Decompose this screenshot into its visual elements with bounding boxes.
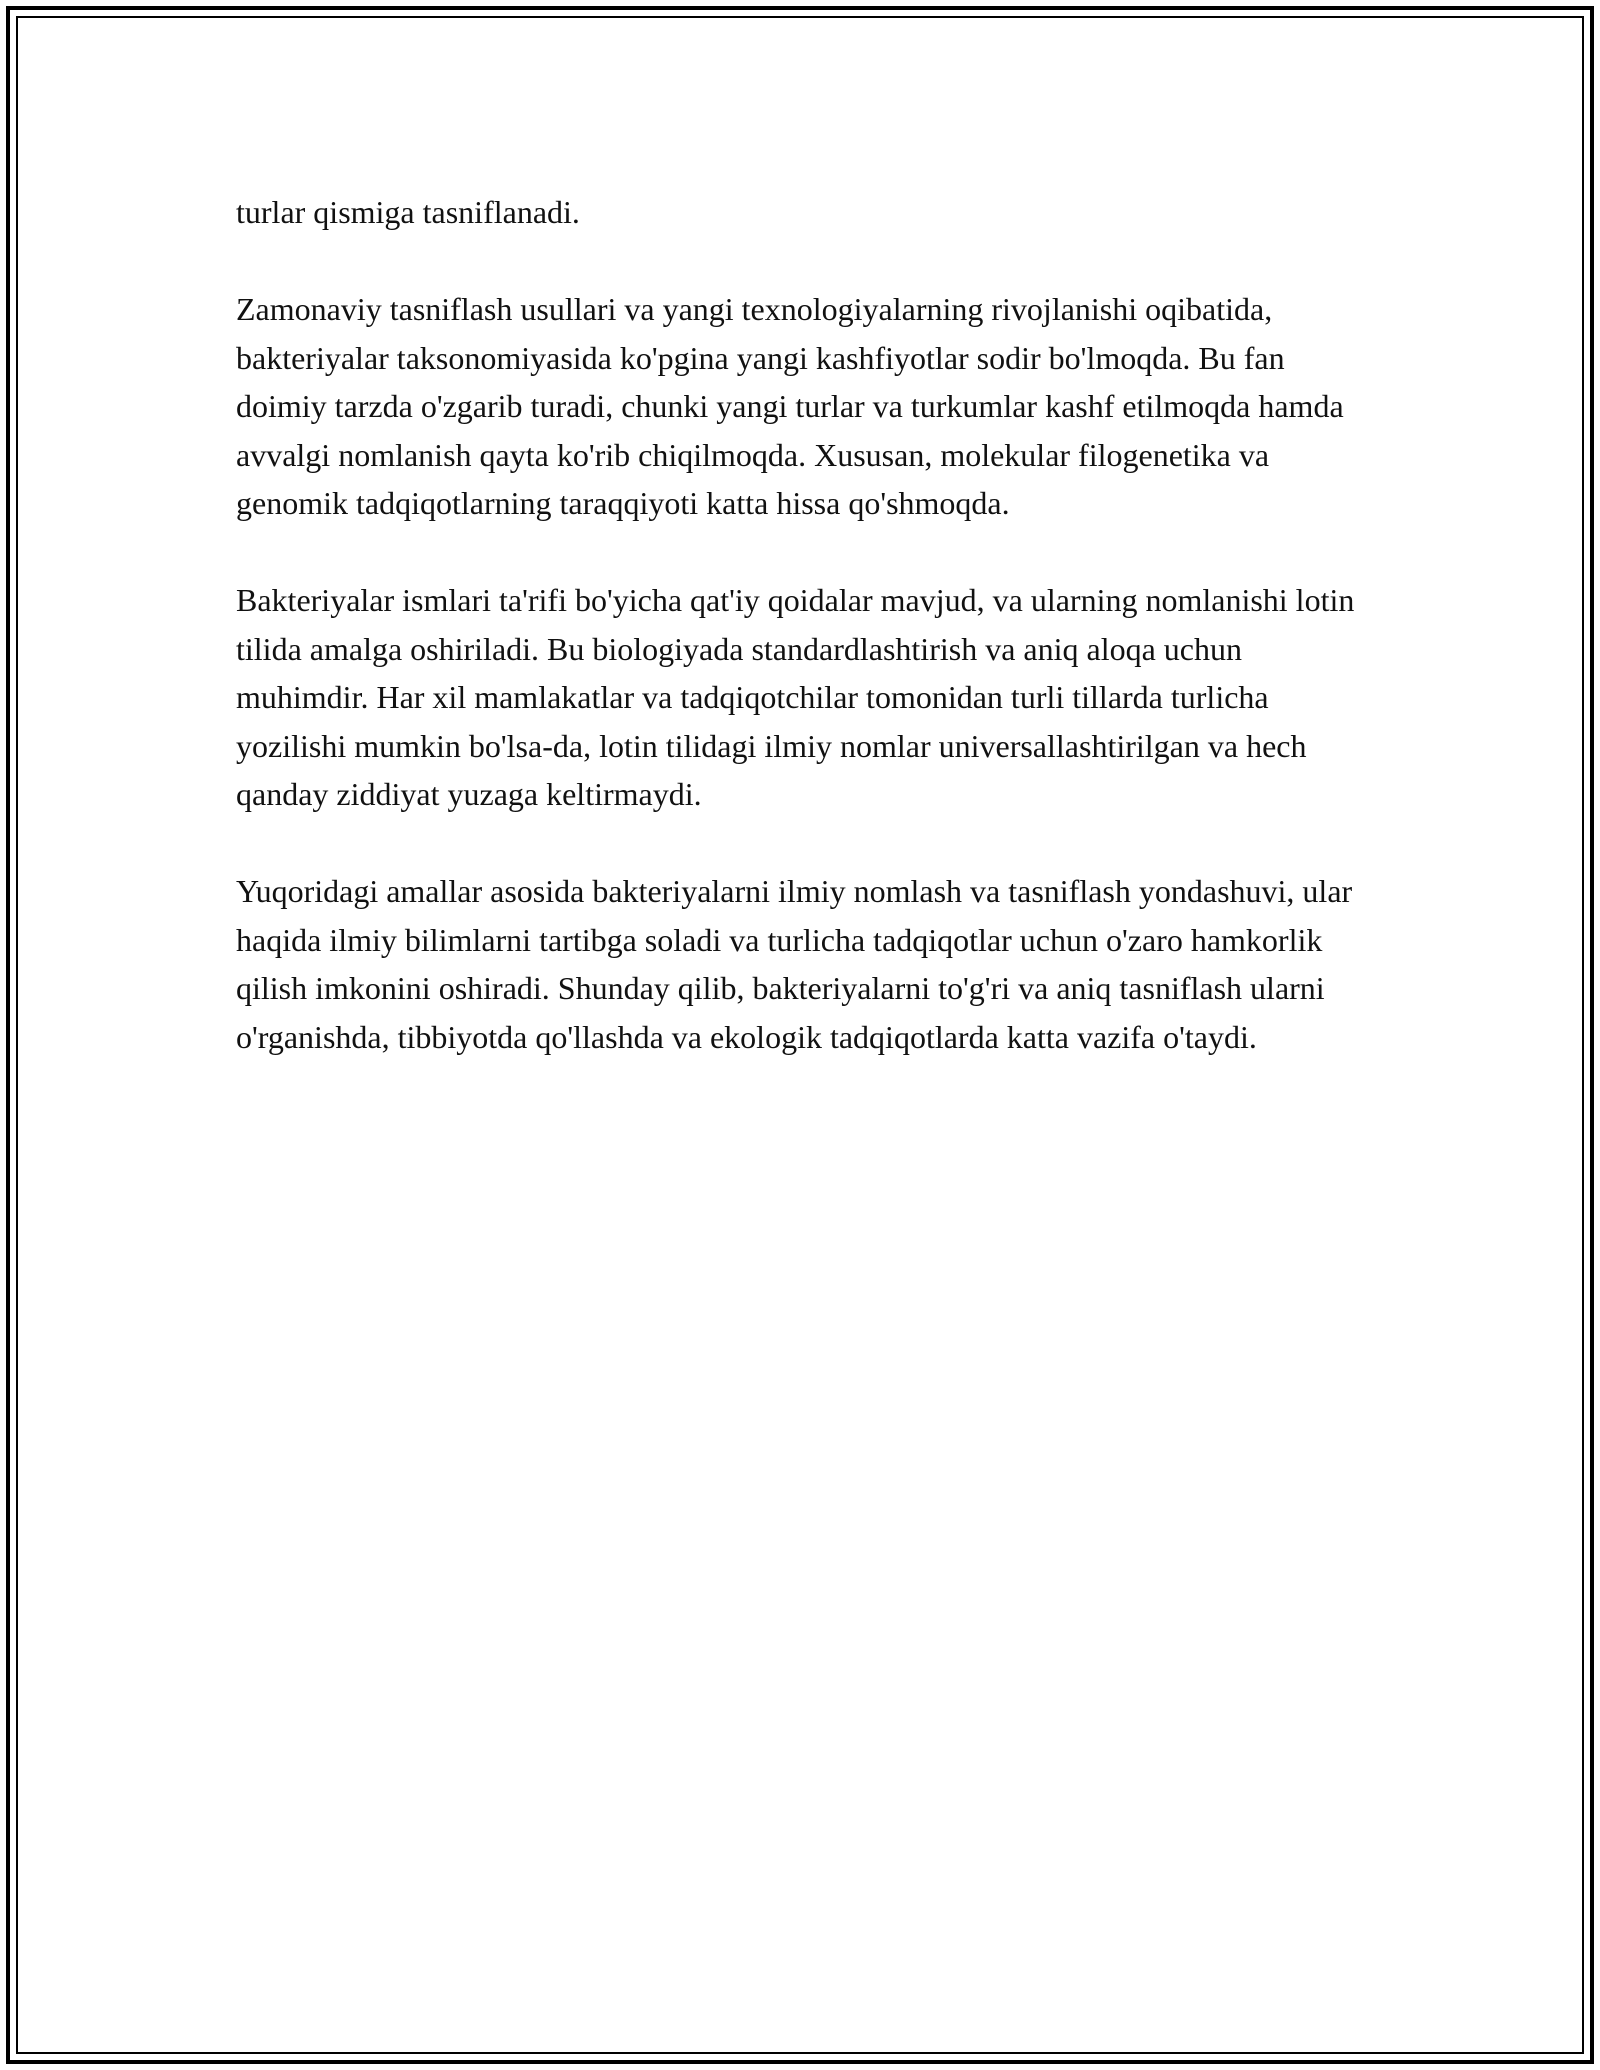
document-body <box>236 188 1366 1110</box>
paragraph-1: turlar qismiga tasniflanadi. <box>236 194 580 230</box>
paragraph-4: Yuqoridagi amallar asosida bakteriyalarni ilmiy nomlash va tasniflash yondashuvi, ular haqida ilmiy bilimlarni tartibga soladi va turlicha tadqiqotlar uchun o'zaro hamkorlik qilish imkonini oshiradi. Shunday qilib, bakteriyalarni to'g'ri va aniq tasniflash ularni o'rganishda, tibbiyotda qo'llashda va ekologik tadqiqotlarda katta vazifa o'taydi. <box>236 873 1353 1055</box>
paragraph-2: Zamonaviy tasniflash usullari va yangi texnologiyalarning rivojlanishi oqibatida, bakteriyalar taksonomiyasida ko'pgina yangi kashfiyotlar sodir bo'lmoqda. Bu fan doimiy tarzda o'zgarib turadi, chunki yangi turlar va turkumlar kashf etilmoqda hamda avvalgi nomlanish qayta ko'rib chiqilmoqda. Xususan, molekular filogenetika va genomik tadqiqotlarning taraqqiyoti katta hissa qo'shmoqda. <box>236 291 1344 521</box>
paragraph-3: Bakteriyalar ismlari ta'rifi bo'yicha qat'iy qoidalar mavjud, va ularning nomlanishi lotin tilida amalga oshiriladi. Bu biologiyada standardlashtirish va aniq aloqa uchun muhimdir. Har xil mamlakatlar va tadqiqotchilar tomonidan turli tillarda turlicha yozilishi mumkin bo'lsa-da, lotin tilidagi ilmiy nomlar universallashtirilgan va hech qanday ziddiyat yuzaga keltirmaydi. <box>236 582 1355 812</box>
